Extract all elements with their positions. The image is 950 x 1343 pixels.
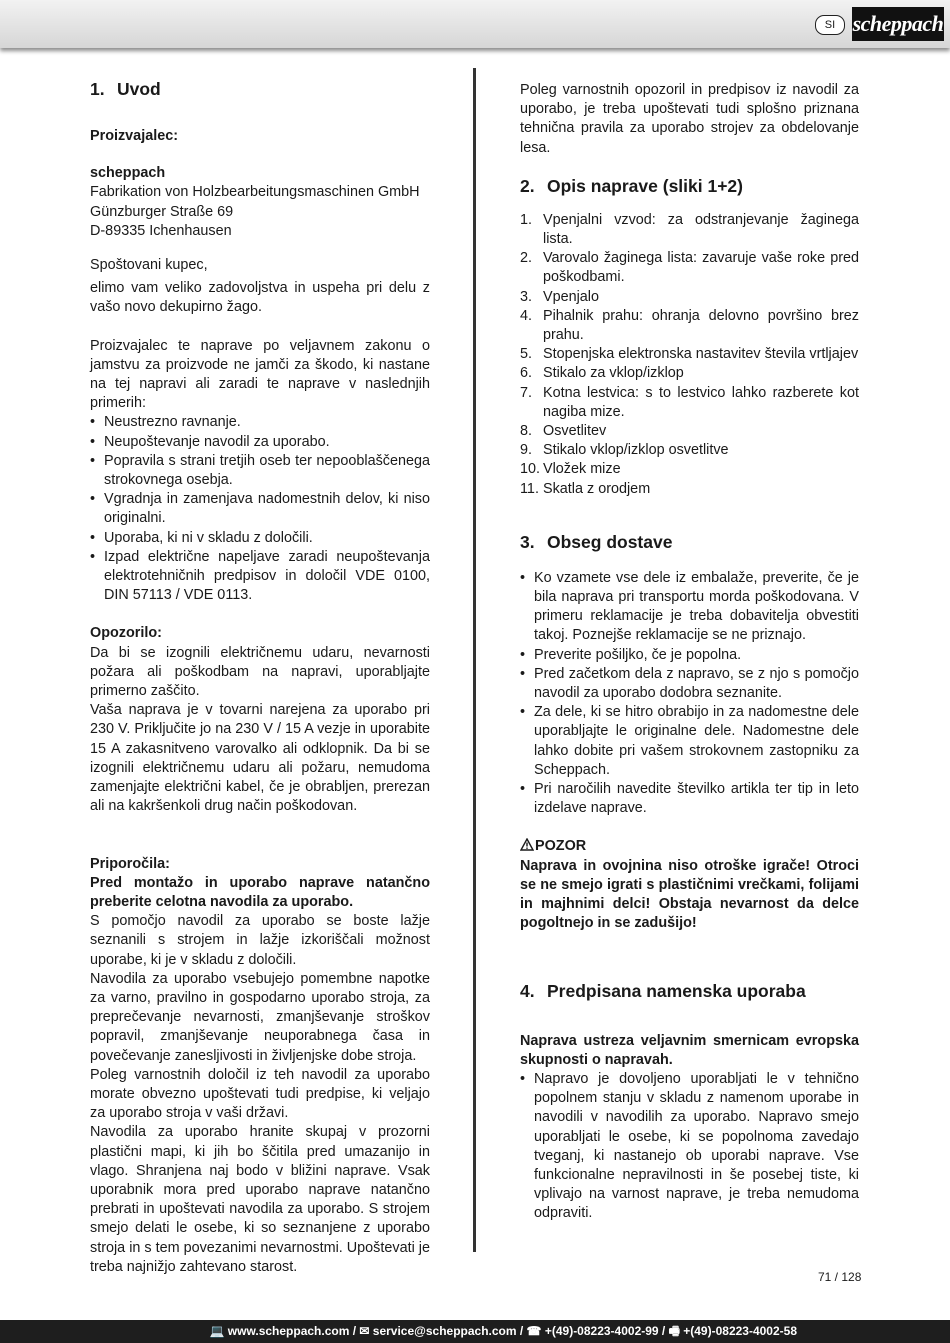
item-number: 1. (520, 211, 533, 228)
list-item: • Za dele, ki se hitro obrabijo in za nadomestne dele uporabljajte le originalne dele. Nadomestne dele lahko dobite pri vašem strokovnem zastopniku za Scheppach. (520, 703, 859, 780)
warning-paragraph: Da bi se izognili električnemu udaru, nevarnosti požara ali poškodbam na napravi, uporabljajte primerno zaščito. (90, 644, 430, 700)
manufacturer-label: Proizvajalec: (90, 128, 178, 144)
list-item (520, 288, 859, 307)
item-text: Kotna lestvica: s to lestvico lahko razberete kot nagiba mize. (543, 384, 859, 420)
item-text: Varovalo žaginega lista: zavaruje vaše roke pred poškodbami. (543, 250, 859, 286)
recommendations-bold: Pred montažo in uporabo naprave natančno preberite celotna navodila za uporabo. (90, 874, 430, 910)
item-text: Stikalo za vklop/izklop (543, 365, 684, 382)
liability-list (90, 413, 430, 605)
item-number: 2. (520, 250, 533, 267)
list-item (520, 307, 859, 345)
item-text: Vpenjalo (543, 288, 600, 305)
list-item: • Neupoštevanje navodil za uporabo. (90, 433, 430, 452)
page-number: 71 / 128 (818, 1270, 862, 1284)
list-item: • Pri naročilih navedite številko artikla ter tip in leto izdelave naprave. (520, 780, 859, 818)
recommendations-paragraph: Navodila za uporabo vsebujejo pomembne napotke za varno, pravilno in gospodarno uporabo stroja, za preprečevanje nevarnosti, zmanjševanje stroškov popravil, zmanjševanje neuporabnega časa in povečevanje zanesljivosti in življenjske dobe stroja. (90, 970, 430, 1064)
item-number: 11. (520, 480, 539, 497)
right-column (520, 81, 859, 1224)
list-item: • Izpad električne napeljave zaradi neupoštevanja elektrotehničnih predpisov in določil VDE 0100, DIN 57113 / VDE 0113. (90, 548, 430, 606)
liability-text: Proizvajalec te naprave po veljavnem zakonu o jamstvu za proizvode ne jamči za škodo, ki nastane na tej napravi ali zaradi te naprave v naslednjih primerih: (90, 337, 430, 412)
list-item: • Popravila s strani tretjih oseb ter nepooblaščenega strokovnega osebja. (90, 452, 430, 490)
list-item: • Pred začetkom dela z napravo, se z njo s pomočjo navodil za uporabo dodobra seznanite. (520, 665, 859, 703)
list-item: • Ko vzamete vse dele iz embalaže, preverite, če je bila naprava pri transportu morda poškodovana. V primeru reklamacije je treba dobavitelja obvestiti takoj. Poznejše reklamacije se ne priznajo. (520, 569, 859, 646)
section-4-heading (520, 980, 859, 1002)
item-number: 3. (520, 288, 533, 305)
list-item (520, 249, 859, 287)
company-name: scheppach (90, 165, 166, 182)
warning-triangle-icon (520, 838, 535, 857)
section-title: Uvod (117, 79, 161, 99)
item-number: 4. (520, 307, 533, 324)
pozor-text: Naprava in ovojnina niso otroške igrače! Otroci se ne smejo igrati s plastičnimi vrečkami, folijami in majhnimi delci! Obstaja nevarnost da delce pogoltnejo in se zadušijo! (520, 857, 859, 932)
item-number: 5. (520, 346, 533, 363)
recommendations-paragraph: Poleg varnostnih določil iz teh navodil za uporabo morate obvezno upoštevati tudi predpise, ki veljajo za uporabo stroja v vaši državi. (90, 1066, 430, 1122)
intended-use-bold: Naprava ustreza veljavnim smernicam evropska skupnosti o napravah. (520, 1032, 859, 1068)
section-number: 1. (90, 79, 105, 99)
intro-safety-text: Poleg varnostnih opozoril in predpisov iz navodil za uporabo, je treba upoštevati tudi splošno priznana tehnična pravila za uporabo strojev za obdelovanje lesa. (520, 82, 859, 156)
list-item: • Preverite pošiljko, če je popolna. (520, 646, 859, 665)
parts-list (520, 211, 859, 499)
item-text: Stopenjska elektronska nastavitev števila vrtljajev (543, 346, 859, 363)
list-item: • Napravo je dovoljeno uporabljati le v tehnično popolnem stanju v skladu z namenom uporabe in navodili v navodilih za uporabo. Napravo smejo uporabljati le osebe, ki se popolnoma zavedajo tveganj, ki nastanejo ob uporabi naprave. Vse funkcionalne nepravilnosti in še posebej tiste, ki vplivajo na varnost naprave, je treba nemudoma odpraviti. (520, 1070, 859, 1224)
address-line-3: D-89335 Ichenhausen (90, 222, 232, 239)
pozor-heading (520, 837, 859, 857)
section-3-heading (520, 531, 859, 553)
list-item (520, 460, 859, 479)
intended-use-list (520, 1070, 859, 1224)
item-number: 7. (520, 384, 533, 401)
recommendations-paragraph: Navodila za uporabo hranite skupaj v prozorni plastični mapi, ki jih bo ščitila pred umazanijo in vlago. Shranjena naj bodo v bližini naprave. Vsak uporabnik mora pred uporabo naprave natančno prebrati in upoštevati navodila za uporabo. S strojem smejo delati le osebe, ki so seznanjene z uporabo stroja in s tem povezanimi nevarnostmi. Upoštevati je treba najnižjo zahtevano starost. (90, 1124, 430, 1275)
section-2-heading (520, 175, 859, 197)
intro-text: elimo vam veliko zadovoljstva in uspeha pri delu z vašo novo dekupirno žago. (90, 280, 430, 316)
recommendations-label: Priporočila: (90, 855, 170, 872)
header-bar (0, 0, 950, 48)
section-title: Obseg dostave (547, 531, 673, 552)
list-item (520, 422, 859, 441)
address-line-1: Fabrikation von Holzbearbeitungsmaschinen GmbH (90, 184, 420, 201)
column-divider (473, 68, 476, 1252)
list-item (520, 384, 859, 422)
item-text: Vpenjalni vzvod: za odstranjevanje žaginega lista. (543, 211, 859, 248)
footer-contact-bar: 💻 www.scheppach.com / ✉ service@scheppach.com / ☎ +(49)-08223-4002-99 / 🖷 +(49)-08223-4002-58 (0, 1320, 950, 1343)
section-title: Predpisana namenska uporaba (547, 980, 806, 1001)
list-item: • Uporaba, ki ni v skladu z določili. (90, 529, 430, 548)
warning-label: Opozorilo: (90, 625, 162, 642)
brand-logo: scheppach (852, 7, 944, 41)
list-item (520, 345, 859, 364)
item-number: 6. (520, 365, 533, 382)
greeting: Spoštovani kupec, (90, 257, 208, 274)
item-number: 9. (520, 442, 533, 459)
item-number: 10. (520, 461, 541, 478)
list-item (520, 211, 859, 249)
list-item: • Neustrezno ravnanje. (90, 413, 430, 432)
item-text: Skatla z orodjem (543, 480, 651, 497)
section-number: 2. (520, 175, 535, 196)
left-column (90, 78, 430, 1277)
pozor-label: POZOR (535, 837, 587, 854)
language-badge: SI (815, 15, 845, 35)
section-number: 3. (520, 531, 535, 552)
item-text: Osvetlitev (543, 423, 607, 440)
list-item: • Vgradnja in zamenjava nadomestnih delov, ki niso originalni. (90, 490, 430, 528)
item-number: 8. (520, 423, 533, 440)
address-line-2: Günzburger Straße 69 (90, 203, 234, 220)
recommendations-paragraph: S pomočjo navodil za uporabo se boste lažje seznanili s strojem in lažje izkoriščali možnost uporabe, ki je v skladu z določili. (90, 913, 430, 968)
list-item (520, 364, 859, 383)
delivery-list (520, 569, 859, 819)
warning-paragraph: Vaša naprava je v tovarni narejena za uporabo pri 230 V. Priključite jo na 230 V / 15 A vezje in uporabite 15 A zakasnitveno varovalko ali odklopnik. Da bi se izognili električnemu udaru ali požaru, nemudoma zamenjajte električni kabel, če je obrabljen, prerezan ali na kakršenkoli drug način poškodovan. (90, 702, 430, 815)
section-title: Opis naprave (sliki 1+2) (547, 175, 743, 196)
section-1-heading (90, 78, 430, 100)
item-text: Stikalo vklop/izklop osvetlitve (543, 442, 729, 459)
item-text: Vložek mize (543, 461, 621, 478)
list-item (520, 441, 859, 460)
list-item (520, 480, 859, 499)
section-number: 4. (520, 980, 535, 1001)
item-text: Pihalnik prahu: ohranja delovno površino brez prahu. (543, 307, 859, 344)
